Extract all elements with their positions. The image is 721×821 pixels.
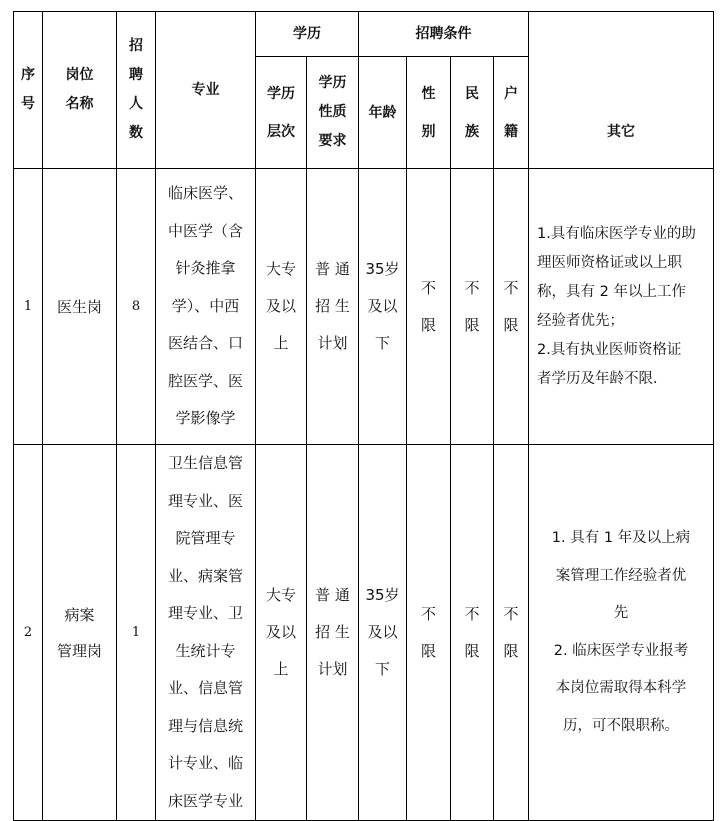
header-age: 年龄 xyxy=(359,57,407,169)
header-seq: 序 号 xyxy=(14,12,43,169)
cell-edu-type: 普 通 招 生 计划 xyxy=(307,169,359,445)
recruitment-table xyxy=(13,11,714,821)
cell-age: 35岁 及以 下 xyxy=(359,169,407,445)
header-conditions: 招聘条件 xyxy=(359,12,529,57)
cell-other: 1. 具有 1 年及以上病 案管理工作经验者优 先 2. 临床医学专业报考 本岗位需取得本科学 历，可不限职称。 xyxy=(529,445,714,821)
cell-edu-level: 大专 及以 上 xyxy=(256,445,307,821)
cell-hukou: 不 限 xyxy=(494,445,529,821)
cell-hukou: 不 限 xyxy=(494,169,529,445)
header-ethnicity: 民 族 xyxy=(451,57,494,169)
cell-count: 8 xyxy=(117,169,156,445)
cell-major: 临床医学、 中医学（含 针灸推拿 学）、中西 医结合、口 腔医学、医 学影像学 xyxy=(156,169,256,445)
header-hukou: 户 籍 xyxy=(494,57,529,169)
cell-seq: 1 xyxy=(14,169,43,445)
cell-edu-level: 大专 及以 上 xyxy=(256,169,307,445)
cell-position: 医生岗 xyxy=(43,169,117,445)
cell-gender: 不 限 xyxy=(407,169,451,445)
header-count: 招 聘 人 数 xyxy=(117,12,156,169)
cell-ethnicity: 不 限 xyxy=(451,169,494,445)
header-edu-level: 学历 层次 xyxy=(256,57,307,169)
header-other: 其它 xyxy=(529,12,714,169)
table-row xyxy=(14,445,714,821)
header-gender: 性 别 xyxy=(407,57,451,169)
header-education: 学历 xyxy=(256,12,359,57)
cell-ethnicity: 不 限 xyxy=(451,445,494,821)
cell-other: 1.具有临床医学专业的助 理医师资格证或以上职 称，具有 2 年以上工作 经验者优先； 2.具有执业医师资格证 者学历及年龄不限. xyxy=(529,169,714,445)
cell-major: 卫生信息管 理专业、医 院管理专 业、病案管 理专业、卫 生统计专 业、信息管 理与信息统 计专业、临 床医学专业 xyxy=(156,445,256,821)
cell-count: 1 xyxy=(117,445,156,821)
cell-age: 35岁 及以 下 xyxy=(359,445,407,821)
header-major: 专业 xyxy=(156,12,256,169)
cell-gender: 不 限 xyxy=(407,445,451,821)
cell-seq: 2 xyxy=(14,445,43,821)
cell-edu-type: 普 通 招 生 计划 xyxy=(307,445,359,821)
header-edu-type: 学历 性质 要求 xyxy=(307,57,359,169)
header-position: 岗位 名称 xyxy=(43,12,117,169)
table-row xyxy=(14,169,714,445)
cell-position: 病案 管理岗 xyxy=(43,445,117,821)
